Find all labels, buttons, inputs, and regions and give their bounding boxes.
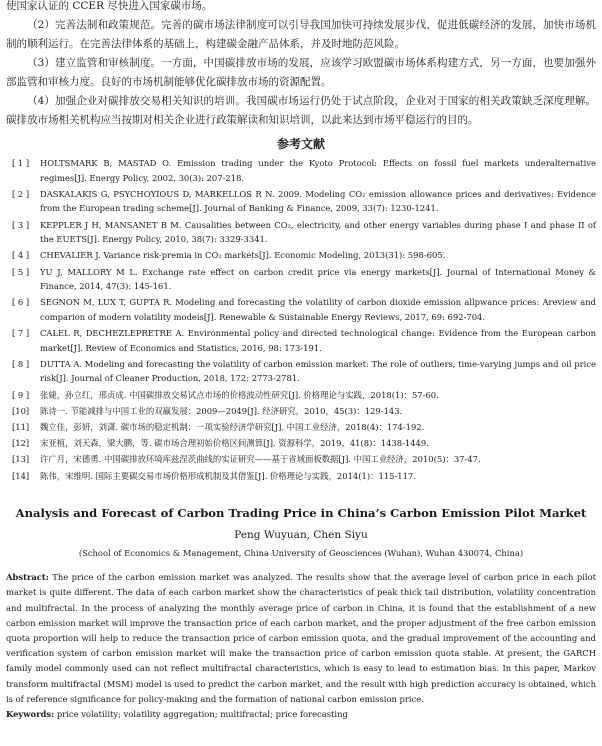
reference-list bbox=[6, 156, 596, 483]
references-heading: 参考文献 bbox=[276, 137, 325, 151]
reference-item bbox=[6, 265, 596, 294]
reference-text: CALEL R, DECHEZLEPRETRE A. Environmental policy and directed technological change: Evidence from the European carbon market[J]. Review of Economics and Statistics, 2016, 98: 173-191. bbox=[40, 328, 596, 353]
reference-number: [ 8 ] bbox=[12, 358, 30, 369]
reference-item bbox=[6, 156, 596, 185]
reference-item bbox=[6, 326, 596, 355]
affiliation: (School of Economics & Management, China University of Geosciences (Wuhan), Wuhan 430074, China) bbox=[78, 548, 524, 559]
reference-number: [12] bbox=[12, 438, 30, 449]
reference-number: [ 7 ] bbox=[12, 328, 30, 339]
body-paragraph: （2）完善法制和政策规范。完善的碳市场法律制度可以引导我国加快可持续发展步伐，促进低碳经济的发展，加快市场机制的顺利运行。在完善法律体系的基础上，构建碳金融产品体系，并及时地防范风险。 bbox=[6, 19, 596, 50]
reference-text: 魏立佳，彭妍，刘潇. 碳市场的稳定机制：一项实验经济学研究[J]. 中国工业经济，2018(4)：174-192. bbox=[40, 422, 425, 433]
reference-text: CHEVALIER J. Variance risk-premia in CO₂ markets[J]. Economic Modeling, 2013(31): 598-605. bbox=[40, 250, 446, 261]
reference-item bbox=[6, 357, 596, 386]
reference-item bbox=[6, 295, 596, 324]
english-title: Analysis and Forecast of Carbon Trading Price in China’s Carbon Emission Pilot Market bbox=[15, 506, 587, 521]
reference-text: KEPPLER J H, MANSANET B M. Causalities between CO₂, electricity, and other energy variables during phase I and phase II of the EUETS[J]. Energy Policy, 2010, 38(7): 3329-3341. bbox=[40, 219, 596, 245]
reference-item bbox=[6, 452, 596, 467]
reference-number: [11] bbox=[12, 422, 30, 433]
body-paragraph: （3）建立监管和审核制度。一方面，中国碳排放市场的发展，应该学习欧盟碳市场体系构建方式，另一方面，也要加强外部监管和审核力度。良好的市场机制能够优化碳排放市场的资源配置。 bbox=[6, 57, 596, 88]
abstract-label: Abstract: bbox=[6, 572, 49, 583]
reference-number: [14] bbox=[12, 470, 30, 481]
body-paragraph: 使国家认证的 CCER 尽快进入国家碳市场。 bbox=[6, 0, 213, 12]
reference-number: [13] bbox=[12, 454, 30, 465]
reference-text: DUTTA A. Modeling and forecasting the volatility of carbon emission market: The role of outliers, time-varying jumps and oil price risk[J]. Journal of Cleaner Production, 2018, 172: 2773-2781. bbox=[40, 358, 596, 384]
body-text bbox=[6, 0, 596, 130]
reference-item bbox=[6, 388, 596, 403]
reference-text: YU J, MALLORY M L. Exchange rate effect on carbon credit price via energy markets[J]. Journal of International Money & Finance, 2014, 47(3): 145-161. bbox=[40, 266, 596, 292]
reference-item bbox=[6, 420, 596, 435]
authors: Peng Wuyuan, Chen Siyu bbox=[234, 529, 368, 542]
reference-number: [ 6 ] bbox=[12, 297, 30, 308]
reference-item bbox=[6, 218, 596, 247]
abstract-text: The price of the carbon emission market was analyzed. The results show that the average level of carbon price in each pilot market is quite different. The data of each carbon market show the characteristics of peak thick tail distribution, volatility concentration and multifractal. In the process of analyzing the monthly average price of carbon in China, it is found that the establishment of a new carbon emission market will improve the transaction price of each carbon market, and the proper adjustment of the free carbon emission quota proportion will help to reduce the transaction price of carbon emission quota, and the gradual improvement of the accounting and verification system of carbon emission market will make the transaction price of carbon emission quota stable. At present, the GARCH family model commonly used can not reflect multifractal characteristics, which is easy to lead to estimation bias. In this paper, Markov transform multifractal (MSM) model is used to predict the carbon market, and the result with high prediction accuracy is obtained, which is of reference significance for policy-making and the formation of national carbon emission price. bbox=[6, 572, 596, 704]
abstract bbox=[6, 570, 596, 707]
reference-item bbox=[6, 469, 596, 484]
keywords-label: Keywords: bbox=[6, 709, 55, 720]
reference-text: 陈伟，宋维明. 国际主要碳交易市场价格形成机制及其借鉴[J]. 价格理论与实践，2014(1)：115-117. bbox=[40, 470, 416, 481]
reference-item bbox=[6, 404, 596, 419]
reference-number: [ 1 ] bbox=[12, 158, 30, 168]
keywords-text: price volatility; volatility aggregation; multifractal; price forecasting bbox=[56, 709, 348, 720]
reference-number: [ 3 ] bbox=[12, 219, 30, 230]
reference-number: [ 9 ] bbox=[12, 389, 30, 400]
reference-text: SEGNON M, LUX T, GUPTA R. Modeling and forecasting the volatility of carbon dioxide emission allpwance prices: Areview and comparion of modern volatility modeis[J]. Renewable & Sustainable Energy Reviews, 2017, 69: 692-704. bbox=[40, 297, 596, 322]
body-paragraph: （4）加强企业对碳排放交易相关知识的培训。我国碳市场运行仍处于试点阶段，企业对于国家的相关政策缺乏深度理解。碳排放市场相关机构应当按期对相关企业进行政策解读和知识培训，以此来达到市场平稳运行的目的。 bbox=[6, 95, 596, 126]
keywords bbox=[6, 707, 596, 722]
reference-text: HOLTSMARK B, MASTAD O. Emission trading under the Kyoto Protocol: Effects on fossil fuel markets underalternative regimes[J]. Energy Policy, 2002, 30(3): 207-218. bbox=[40, 158, 596, 183]
reference-text: 陈诗一. 节能减排与中国工业的双赢发展：2009—2049[J]. 经济研究，2010，45(3)：129-143. bbox=[40, 405, 403, 416]
reference-text: 许广月，宋德勇. 中国碳排放环境库兹涅茨曲线的实证研究——基于省域面板数据[J]. 中国工业经济，2010(5)：37-47. bbox=[40, 454, 481, 465]
reference-text: 张婕，孙立红，邢贞成. 中国碳排放交易试点市场的价格波动性研究[J]. 价格理论与实践，2018(1)：57-60. bbox=[40, 389, 439, 400]
reference-text: 宋亚植，刘天森，梁大鹏，等. 碳市场合理初始价格区间测算[J]. 资源科学，2019，41(8)：1438-1449. bbox=[40, 438, 429, 449]
reference-item bbox=[6, 436, 596, 451]
reference-text: DASKALAKIS G, PSYCHOYIOUS D, MARKELLOS R N. 2009. Modeling CO₂ emission allowance prices and derivatives: Evidence from the European trading scheme[J]. Journal of Banking & Finance, 2009, 33(7): 1230-1241. bbox=[40, 188, 596, 214]
reference-number: [10] bbox=[12, 405, 30, 416]
reference-item bbox=[6, 187, 596, 216]
reference-item bbox=[6, 248, 596, 263]
reference-number: [ 5 ] bbox=[12, 266, 30, 277]
reference-number: [ 2 ] bbox=[12, 188, 30, 199]
reference-number: [ 4 ] bbox=[12, 250, 30, 261]
